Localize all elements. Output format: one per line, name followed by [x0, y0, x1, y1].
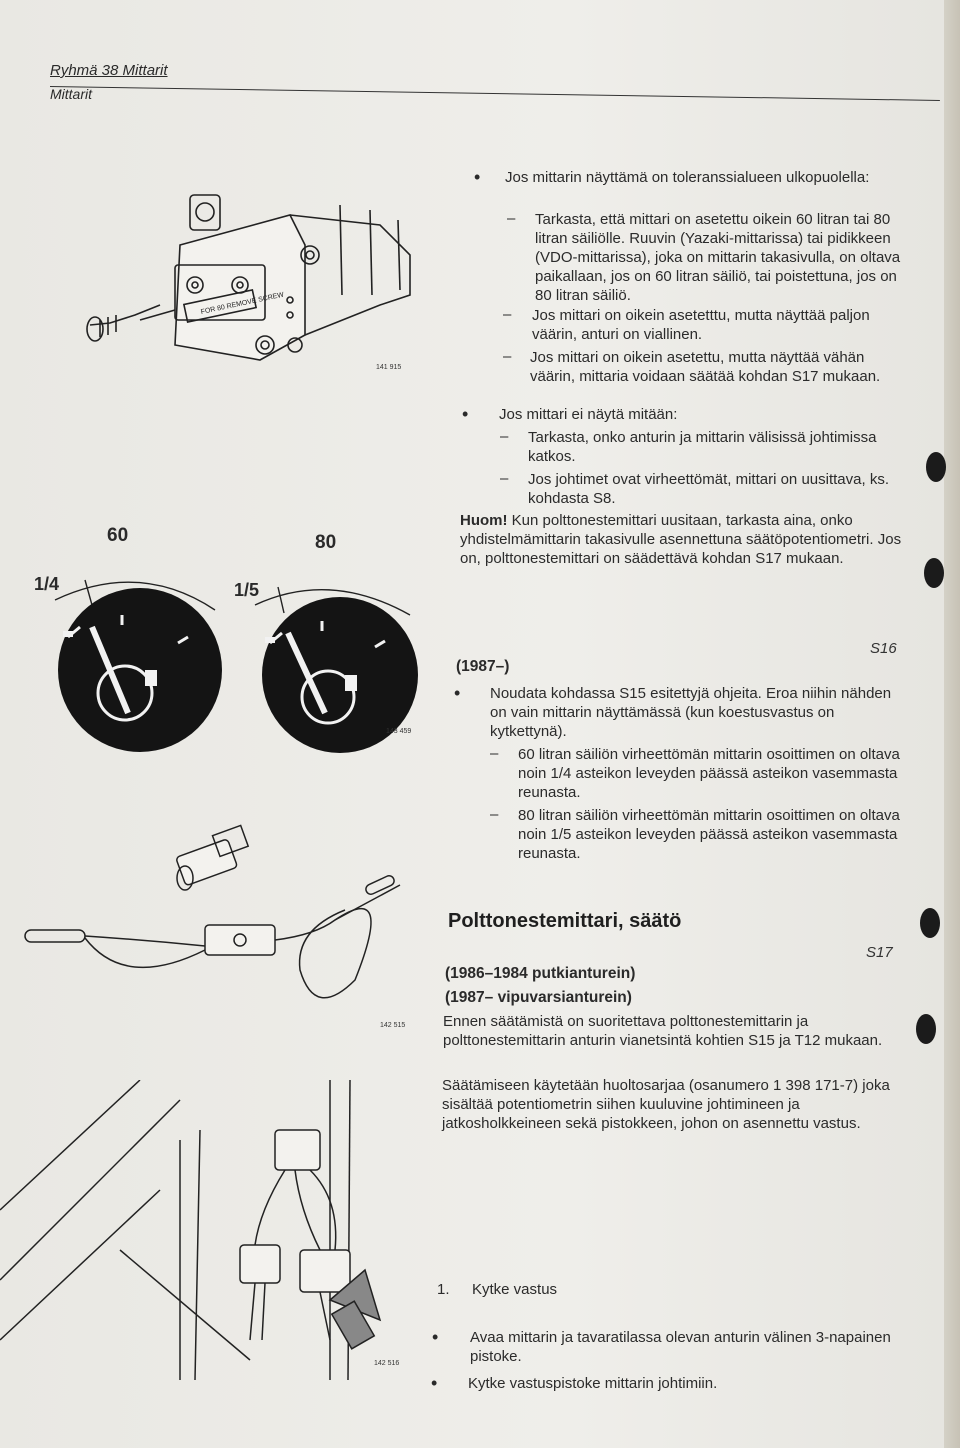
binder-hole: [916, 1014, 936, 1044]
s17-paragraph-1: Ennen säätämistä on suoritettava polttonestemittarin ja polttonestemittarin anturin vianetsintä kohtien S15 ja T12 mukaan.: [443, 1013, 883, 1049]
bullet: •: [454, 683, 461, 703]
bullet: •: [432, 1327, 439, 1347]
binder-hole: [920, 908, 940, 938]
dash: –: [503, 348, 512, 365]
binder-hole: [926, 452, 946, 482]
s15-dash-4: Tarkasta, onko anturin ja mittarin välisissä johtimissa katkos.: [528, 429, 877, 465]
gauge-60-label: 60: [107, 525, 129, 546]
step-bullet-1: Avaa mittarin ja tavaratilassa olevan anturin välinen 3-napainen pistoke.: [470, 1329, 891, 1365]
section-code-s17: S17: [866, 944, 893, 961]
s16-bullet-1: Noudata kohdassa S15 esitettyjä ohjeita. Eroa niihin nähden on vain mittarin näyttämässä (kun koestusvastus on kytkettynä).: [490, 685, 892, 740]
s15-bullet-1: Jos mittarin näyttämä on toleranssialueen ulkopuolella:: [505, 169, 870, 186]
dash: –: [500, 470, 509, 487]
dash: –: [490, 745, 499, 762]
fuel-gauge-illustrations: [30, 565, 450, 755]
s16-year: (1987–): [456, 658, 510, 675]
dash: –: [490, 806, 499, 823]
s16-dash-1: 60 litran säiliön virheettömän mittarin osoittimen on oltava noin 1/4 asteikon leveyden päässä asteikon vasemmasta reunasta.: [518, 746, 900, 801]
dash: –: [500, 428, 509, 445]
fuel-pump-icon: [145, 670, 157, 686]
s17-subtitle-1: (1986–1984 putkianturein): [445, 965, 636, 982]
s15-dash-1: Tarkasta, että mittari on asetettu oikein 60 litran tai 80 litran säiliölle. Ruuvin (Yazaki-mittarissa) tai pidikkeen (VDO-mittarissa), joka on mittarin takasivulla, on oltava paikallaan, jos on 60 litran säiliö, tai poistettuna, jos on 80 litran säiliö.: [535, 211, 901, 304]
figure-number: 143 459: [386, 728, 412, 735]
bullet: •: [474, 167, 481, 187]
section-header: Mittarit: [50, 86, 92, 102]
section-title: Polttonestemittari, säätö: [448, 910, 682, 932]
step-title: Kytke vastus: [472, 1281, 558, 1298]
dash: –: [503, 306, 512, 323]
figure-number: 142 516: [374, 1360, 400, 1367]
fraction-fifth: 1/5: [234, 580, 260, 600]
s15-dash-2: Jos mittari on oikein asetetttu, mutta näyttää paljon väärin, anturi on viallinen.: [532, 307, 870, 343]
step-number: 1.: [437, 1281, 450, 1298]
page-edge: [944, 0, 960, 1448]
group-header: Ryhmä 38 Mittarit: [50, 62, 168, 79]
s15-bullet-2: Jos mittari ei näytä mitään:: [499, 406, 678, 423]
s17-paragraph-2: Säätämiseen käytetään huoltosarjaa (osanumero 1 398 171-7) joka sisältää potentiometrin siihen kuuluvine johtimineen ja jatkosholkkeineen sekä pistokkeen, johon on asennettu vastus.: [442, 1077, 890, 1132]
gauge-80-label: 80: [315, 532, 337, 553]
s16-dash-2: 80 litran säiliön virheettömän mittarin osoittimen on oltava noin 1/5 asteikon leveyden päässä asteikon vasemmasta reunasta.: [518, 807, 900, 862]
connector-illustration: [0, 1080, 410, 1380]
bullet: •: [431, 1373, 438, 1393]
figure-number: 142 515: [380, 1022, 406, 1029]
dash: –: [507, 210, 516, 227]
fig1-screw-label: FOR 80 REMOVE SCREW: [200, 291, 285, 317]
bullet: •: [462, 404, 469, 424]
service-kit-illustration: [15, 820, 415, 1030]
step-bullet-2: Kytke vastuspistoke mittarin johtimiin.: [468, 1375, 718, 1392]
instrument-back-illustration: [80, 185, 420, 385]
figure-number: 141 915: [376, 364, 402, 371]
binder-hole: [924, 558, 944, 588]
fuel-pump-icon: [345, 675, 357, 691]
fraction-quarter: 1/4: [34, 574, 60, 594]
section-code-s16: S16: [870, 640, 897, 657]
s17-subtitle-2: (1987– vipuvarsianturein): [445, 989, 632, 1006]
s15-note: Huom! Kun polttonestemittari uusitaan, tarkasta aina, onko yhdistelmämittarin takasivulle asennettuna säätöpotentiometri. Jos on, polttonestemittari on säädettävä kohdan S17 mukaan.: [460, 512, 902, 567]
s15-dash-5: Jos johtimet ovat virheettömät, mittari on uusittava, ks. kohdasta S8.: [528, 471, 889, 507]
s15-dash-3: Jos mittari on oikein asetettu, mutta näyttää vähän väärin, mittaria voidaan säätää kohdan S17 mukaan.: [530, 349, 881, 385]
